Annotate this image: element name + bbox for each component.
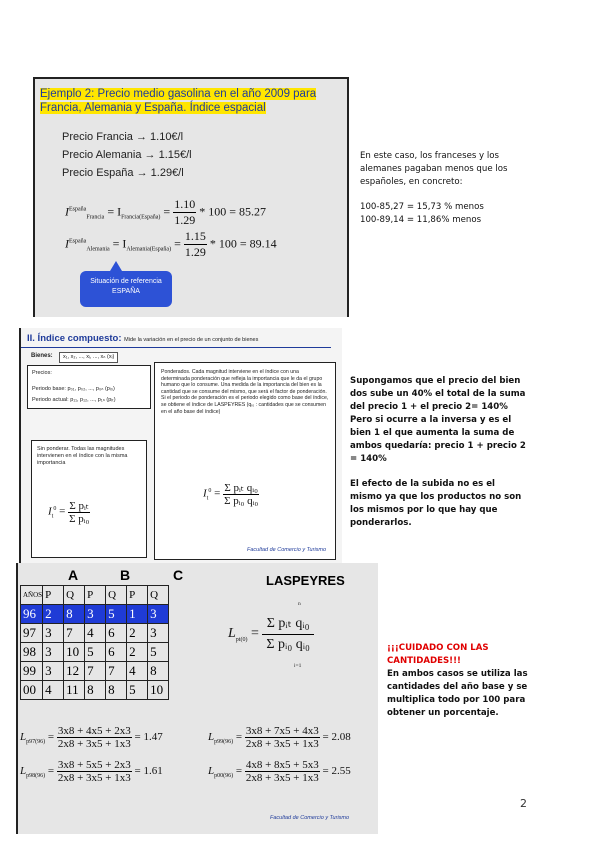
- table-cell: 7: [64, 624, 85, 643]
- table-cell: 3: [148, 624, 169, 643]
- col-group-c: C: [173, 567, 184, 583]
- table-cell: 6: [106, 643, 127, 662]
- calc-00: $L_{p00(96)}$ = $\frac{4x8 + 8x5 + 5x3}{2x8 + 3x5 + 1x3}$ = 2.55: [208, 759, 351, 784]
- weighted-box: [154, 362, 336, 560]
- table-header-row: [21, 586, 169, 605]
- price-spain: Precio España → 1.29€/l: [62, 167, 184, 179]
- table-header: P: [43, 586, 64, 605]
- slide2-title: II. Índice compuesto: Mide la variación en el precio de un conjunto de bienes: [27, 333, 259, 344]
- price-germany: Precio Alemania → 1.15€/l: [62, 149, 192, 161]
- sum-limit-top: n: [298, 601, 301, 607]
- table-cell: 2: [43, 605, 64, 624]
- table-header: Q: [106, 586, 127, 605]
- note2-para1: Supongamos que el precio del bien dos sube un 40% el total de la suma del precio 1 + el precio 2= 140% Pero si ocurre a la inversa y es el bien 1 el que aumenta la suma de ambos quedaría: precio 1 + precio 2 = 140%: [350, 376, 526, 464]
- table-header: AÑOS: [21, 586, 43, 605]
- table-cell: 99: [21, 662, 43, 681]
- table-row: [21, 681, 169, 700]
- slide-compound-index: [19, 328, 342, 564]
- table-cell: 4: [43, 681, 64, 700]
- table-cell: 3: [43, 624, 64, 643]
- table-row: [21, 643, 169, 662]
- table-cell: 2: [127, 643, 148, 662]
- precios-label: Precios:: [32, 370, 52, 376]
- slide2-footer: Facultad de Comercio y Turismo: [247, 547, 327, 553]
- table-cell: 7: [106, 662, 127, 681]
- table-cell: 10: [148, 681, 169, 700]
- table-cell: 8: [106, 681, 127, 700]
- laspeyres-title: LASPEYRES: [266, 573, 345, 588]
- table-cell: 8: [85, 681, 106, 700]
- title-underline: [21, 347, 331, 348]
- note-quantities: [387, 642, 537, 720]
- table-cell: 96: [21, 605, 43, 624]
- note2-para2: El efecto de la subida no es el mismo ya que los productos no son los mismos por lo que hay que ponderarlos.: [350, 479, 522, 528]
- table-row: [21, 624, 169, 643]
- table-cell: 11: [64, 681, 85, 700]
- laspeyres-formula: $L_{pt(0)}$ = $\frac{\text{Σ pᵢₜ qᵢ₀}}{\text{Σ pᵢ₀ qᵢ₀}}$ n i=1: [228, 613, 314, 655]
- table-row: [21, 662, 169, 681]
- table-row: [21, 605, 169, 624]
- sum-limit-bottom: i=1: [294, 663, 302, 669]
- quantities-warning: ¡¡¡CUIDADO CON LAS CANTIDADES!!!: [387, 643, 489, 666]
- unweighted-formula: $I_t^0$ = $\frac{\text{Σ pᵢₜ}}{\text{Σ pᵢ₀}}$: [48, 500, 90, 525]
- note-weighting: [350, 375, 528, 530]
- table-cell: 5: [148, 643, 169, 662]
- table-cell: 5: [106, 605, 127, 624]
- unweighted-box: [31, 440, 147, 558]
- slide-laspeyres-example: [16, 563, 378, 834]
- table-cell: 2: [127, 624, 148, 643]
- periodo-actual: Periodo actual: p₁₁, p₁₂, ..., p₁ₙ (pᵢₜ): [32, 397, 116, 403]
- col-group-a: A: [68, 567, 79, 583]
- table-header: P: [127, 586, 148, 605]
- table-cell: 12: [64, 662, 85, 681]
- note-spain-comparison: [360, 150, 540, 227]
- bienes-label: Bienes:: [31, 353, 53, 359]
- table-cell: 1: [127, 605, 148, 624]
- table-header: P: [85, 586, 106, 605]
- note1-line2: 100-89,14 = 11,86% menos: [360, 215, 482, 225]
- note3-text: En ambos casos se utiliza las cantidades del año base y se multiplica todo por 100 para obtener un porcentaje.: [387, 669, 528, 718]
- table-cell: 8: [64, 605, 85, 624]
- sin-ponderar-text: Sin ponderar. Todas las magnitudes intervienen en el índice con la misma importancia: [37, 446, 128, 466]
- table-cell: 4: [127, 662, 148, 681]
- slide3-footer: Facultad de Comercio y Turismo: [270, 815, 350, 821]
- bienes-list: x₁, x₂, ..., xᵢ, ..., xₙ (xᵢ): [59, 352, 118, 363]
- formula-france: $I^{España}_{Francia} = I_{Francia(España)}$ = $\frac{1.10}{1.29}$ * 100 = 85.27: [65, 197, 266, 227]
- formula-germany: $I^{España}_{Alemania} = I_{Alemania(España)}$ = $\frac{1.15}{1.29}$ * 100 = 89.14: [65, 229, 277, 259]
- reference-callout: Situación de referencia ESPAÑA: [80, 271, 172, 307]
- page-number: 2: [520, 797, 527, 810]
- table-cell: 3: [85, 605, 106, 624]
- table-header: Q: [64, 586, 85, 605]
- table-cell: 00: [21, 681, 43, 700]
- calc-98: $L_{p98(96)}$ = $\frac{3x8 + 5x5 + 2x3}{2x8 + 3x5 + 1x3}$ = 1.61: [20, 759, 163, 784]
- slide1-title: Ejemplo 2: Precio medio gasolina en el año 2009 para Francia, Alemania y España. Índice espacial: [40, 88, 317, 114]
- periodo-base: Periodo base: p₀₁, p₀₂, ..., p₀ₙ (pᵢ₀): [32, 386, 115, 392]
- table-cell: 5: [127, 681, 148, 700]
- table-cell: 10: [64, 643, 85, 662]
- weighted-formula: $I_t^0$ = $\frac{\text{Σ pᵢₜ qᵢ₀}}{\text{Σ pᵢ₀ qᵢ₀}}$: [203, 482, 259, 507]
- table-cell: 5: [85, 643, 106, 662]
- prices-quantities-table: [20, 585, 169, 700]
- calc-97: $L_{p97(96)}$ = $\frac{3x8 + 4x5 + 2x3}{2x8 + 3x5 + 1x3}$ = 1.47: [20, 725, 163, 750]
- prices-box: [27, 365, 151, 409]
- calc-99: $L_{p99(96)}$ = $\frac{3x8 + 7x5 + 4x3}{2x8 + 3x5 + 1x3}$ = 2.08: [208, 725, 351, 750]
- col-group-b: B: [120, 567, 131, 583]
- slide-example-2: [33, 77, 349, 317]
- table-cell: 98: [21, 643, 43, 662]
- table-cell: 3: [43, 643, 64, 662]
- note1-line1: 100-85,27 = 15,73 % menos: [360, 202, 484, 212]
- table-cell: 3: [43, 662, 64, 681]
- table-cell: 7: [85, 662, 106, 681]
- table-cell: 8: [148, 662, 169, 681]
- table-cell: 6: [106, 624, 127, 643]
- table-cell: 97: [21, 624, 43, 643]
- note1-text: En este caso, los franceses y los alemanes pagaban menos que los españoles, en concreto:: [360, 151, 508, 187]
- table-cell: 4: [85, 624, 106, 643]
- ponderados-text: Ponderados. Cada magnitud interviene en el índice con una determinada ponderación que refleja la importancia que le da el grupo humano que lo consume. Una medida de la importancia del bien es la cantidad que se consume del mismo, que será el factor de ponderación. Si el periodo de ponderación es el periodo elegido como base del índice, se obtiene el índice de LASPEYRES (qᵢ₀ : cantidades que se consumen en el año base del índice): [161, 369, 329, 415]
- table-cell: 3: [148, 605, 169, 624]
- table-header: Q: [148, 586, 169, 605]
- price-france: Precio Francia → 1.10€/l: [62, 131, 184, 143]
